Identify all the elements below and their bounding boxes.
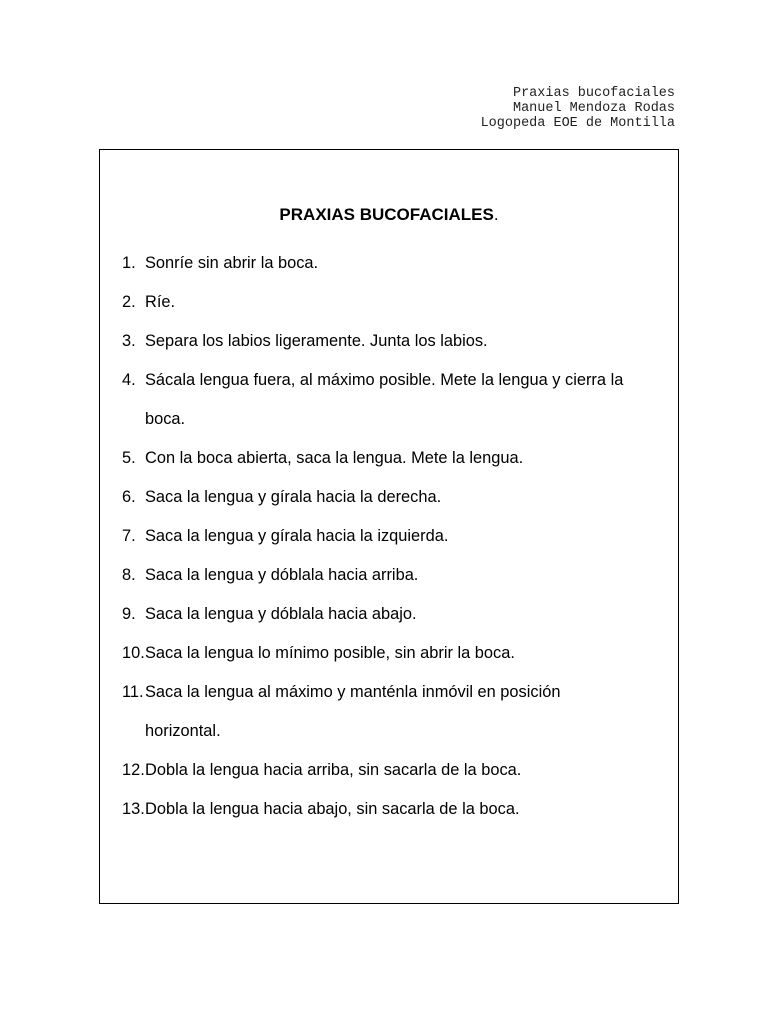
- item-text: Ríe.: [145, 293, 176, 311]
- exercise-list: [122, 244, 678, 829]
- item-number: 10.: [122, 644, 145, 662]
- item-text: Saca la lengua al máximo y manténla inmóvil en posición: [145, 683, 561, 701]
- list-item: [122, 634, 678, 673]
- header-line-author: Manuel Mendoza Rodas: [512, 101, 675, 116]
- item-number: 9.: [122, 605, 136, 623]
- item-number: 1.: [122, 254, 136, 272]
- item-text-continuation: horizontal.: [145, 722, 221, 740]
- page-title-text: PRAXIAS BUCOFACIALES: [279, 205, 494, 224]
- item-number: 12.: [122, 761, 145, 779]
- item-number: 4.: [122, 371, 136, 389]
- item-number: 7.: [122, 527, 136, 545]
- list-item: [122, 322, 678, 361]
- list-item: [122, 283, 678, 322]
- list-item: [122, 361, 678, 439]
- list-item: [122, 439, 678, 478]
- list-item: [122, 595, 678, 634]
- list-item: [122, 517, 678, 556]
- list-item: [122, 244, 678, 283]
- item-text: Sonríe sin abrir la boca.: [145, 254, 319, 272]
- item-number: 3.: [122, 332, 136, 350]
- item-text: Con la boca abierta, saca la lengua. Mete la lengua.: [145, 449, 524, 467]
- page-title-period: .: [493, 205, 499, 224]
- item-text: Saca la lengua y gírala hacia la izquierda.: [145, 527, 449, 545]
- item-number: 11.: [122, 683, 144, 701]
- item-text: Saca la lengua y dóblala hacia arriba.: [145, 566, 419, 584]
- item-text: Dobla la lengua hacia arriba, sin sacarla de la boca.: [145, 761, 522, 779]
- item-number: 13.: [122, 800, 145, 818]
- list-item: [122, 673, 678, 751]
- item-text: Separa los labios ligeramente. Junta los labios.: [145, 332, 488, 350]
- list-item: [122, 751, 678, 790]
- list-item: [122, 790, 678, 829]
- item-text: Saca la lengua y gírala hacia la derecha.: [145, 488, 442, 506]
- list-item: [122, 556, 678, 595]
- header-line-title: Praxias bucofaciales: [512, 86, 675, 101]
- item-text: Dobla la lengua hacia abajo, sin sacarla de la boca.: [145, 800, 520, 818]
- item-number: 5.: [122, 449, 136, 467]
- item-text: Saca la lengua lo mínimo posible, sin abrir la boca.: [145, 644, 515, 662]
- document-header: [481, 86, 675, 131]
- page-title: [99, 204, 679, 226]
- header-line-affiliation: Logopeda EOE de Montilla: [480, 116, 675, 131]
- item-number: 2.: [122, 293, 136, 311]
- item-number: 6.: [122, 488, 136, 506]
- list-item: [122, 478, 678, 517]
- item-text: Saca la lengua y dóblala hacia abajo.: [145, 605, 417, 623]
- item-number: 8.: [122, 566, 136, 584]
- item-text-continuation: boca.: [145, 410, 186, 428]
- item-text: Sácala lengua fuera, al máximo posible. Mete la lengua y cierra la: [145, 371, 624, 389]
